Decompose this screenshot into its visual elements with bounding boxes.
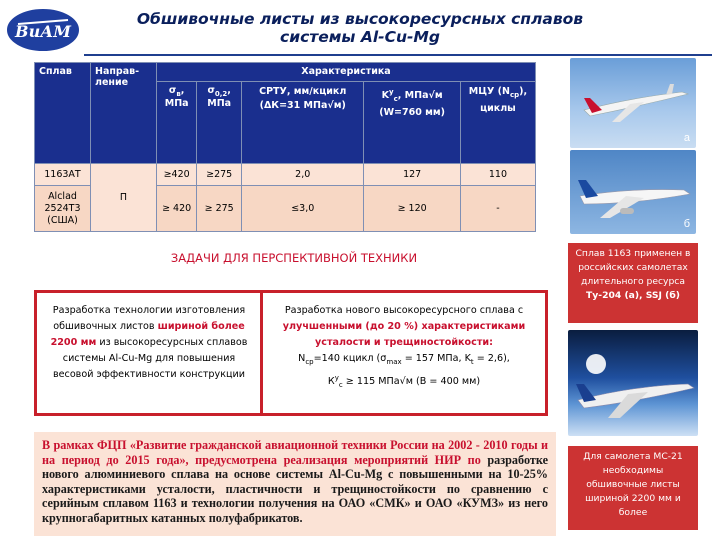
cell-direction: П (91, 164, 157, 232)
cell-sigma-02: ≥275 (197, 164, 242, 186)
header-divider (84, 54, 712, 56)
cell-alloy: 1163АТ (35, 164, 91, 186)
header-alloy: Сплав (35, 63, 91, 164)
svg-text:ВиАМ: ВиАМ (15, 22, 71, 41)
airplane-icon (570, 150, 696, 234)
airplane-icon (568, 330, 698, 436)
note-mc21-requirement: Для самолета МС-21 необходимы обшивочные листы шириной 2200 мм и более (568, 446, 698, 530)
table-row (35, 164, 536, 186)
cell-sigma-b: ≥ 420 (157, 186, 197, 232)
header-srtu: СРТУ, мм/кцикл (ΔК=31 МПа√м) (242, 82, 364, 164)
alloy-properties-table (34, 62, 536, 232)
cell-mcu: - (460, 186, 535, 232)
header-direction: Направ-ление (91, 63, 157, 164)
cell-srtu: ≤3,0 (242, 186, 364, 232)
viam-logo (4, 6, 82, 54)
cell-kc: 127 (364, 164, 460, 186)
cell-sigma-02: ≥ 275 (197, 186, 242, 232)
airplane-photo-b: б (570, 150, 696, 234)
airplane-icon (570, 58, 696, 148)
airplane-photo-mc21 (568, 330, 698, 436)
header-kc: $K^у_c$, МПа√м (W=760 мм) (364, 82, 460, 164)
header-characteristic: Характеристика (157, 63, 536, 82)
task-box-new-alloy: Разработка нового высокоресурсного сплава с улучшенными (до 20 %) характеристиками усталости и трещиностойкости: $N_{ср}=140$ кцикл ($\sigma_{max} = 157$ МПа, $K_t = 2,6$), $К^у_с \ge 115$ МПа√м (В = 400 мм) (260, 290, 548, 416)
header-sigma-02: $\sigma_{0,2}$, МПа (197, 82, 242, 164)
cell-sigma-b: ≥420 (157, 164, 197, 186)
cell-mcu: 110 (460, 164, 535, 186)
federal-program-text: В рамках ФЦП «Развитие гражданской авиационной техники России на 2002 - 2010 годы и на период до 2015 года», предусмотрена реализация мероприятий НИР по разработке нового алюминиевого сплава на основе системы Al-Cu-Mg с повышенными на 10-25% характеристиками усталости, пластичности и трещиностойкости по сравнению с серийным сплавом 1163 и технологии получения на ОАО «СМК» и ОАО «КУМЗ» из него крупногабаритных катанных полуфабрикатов. (34, 432, 556, 536)
cell-kc: ≥ 120 (364, 186, 460, 232)
cell-srtu: 2,0 (242, 164, 364, 186)
header-mcu: МЦУ $(N_{ср})$, циклы (460, 82, 535, 164)
note-alloy-1163-usage: Сплав 1163 применен в российских самолетах длительного ресурса Ту-204 (а), SSJ (б) (568, 243, 698, 323)
cell-alloy: Alclad 2524Т3 (США) (35, 186, 91, 232)
tasks-heading: ЗАДАЧИ ДЛЯ ПЕРСПЕКТИВНОЙ ТЕХНИКИ (170, 251, 418, 265)
page-title: Обшивочные листы из высокоресурсных сплавов системы Al-Cu-Mg (136, 10, 584, 46)
header-sigma-b: $\sigma_в$, МПа (157, 82, 197, 164)
task-box-technology: Разработка технологии изготовления обшивочных листов шириной более 2200 мм из высокоресурсных сплавов системы Al-Cu-Mg для повышения весовой эффективности конструкции (34, 290, 264, 416)
airplane-photo-a: а (570, 58, 696, 148)
